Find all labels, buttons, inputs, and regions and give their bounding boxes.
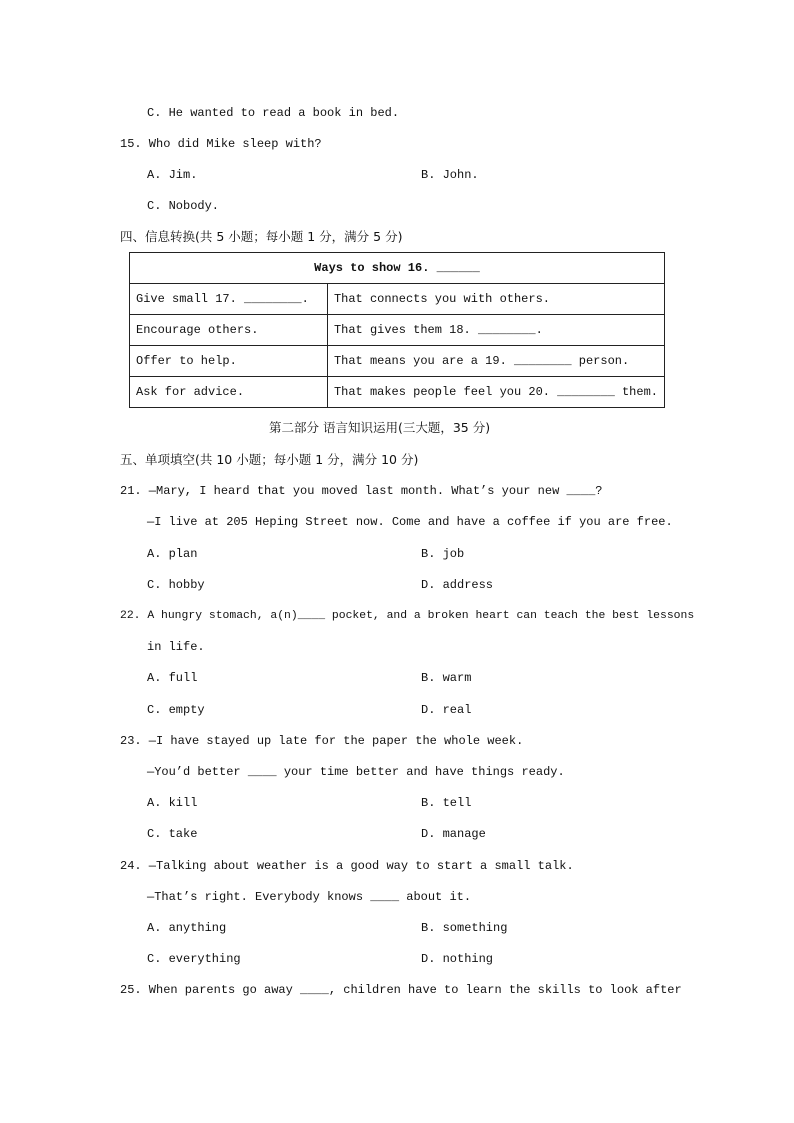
q15-option-a: A. Jim. <box>147 168 198 182</box>
table-cell-left: Ask for advice. <box>130 377 328 408</box>
q21-option-d: D. address <box>421 578 494 592</box>
q23-option-b: B. tell <box>421 796 472 810</box>
q24-line2: —That’s right. Everybody knows ____ about it. <box>147 890 472 904</box>
table-cell-right: That makes people feel you 20. ________ them. <box>327 377 664 408</box>
q21-line2: —I live at 205 Heping Street now. Come and have a coffee if you are free. <box>147 515 673 529</box>
q21-line1: 21. —Mary, I heard that you moved last month. What’s your new ____? <box>120 484 603 498</box>
q15-option-c: C. Nobody. <box>147 199 220 213</box>
q15-option-b: B. John. <box>421 168 479 182</box>
q24-option-c: C. everything <box>147 952 241 966</box>
q21-option-b: B. job <box>421 547 465 561</box>
table-header: Ways to show 16. ______ <box>130 253 665 284</box>
q21-option-c: C. hobby <box>147 578 205 592</box>
q21-option-a: A. plan <box>147 547 198 561</box>
table-cell-right: That gives them 18. ________. <box>327 315 664 346</box>
table-header-row <box>130 253 665 284</box>
q24-option-a: A. anything <box>147 921 227 935</box>
table-cell-right: That means you are a 19. ________ person. <box>327 346 664 377</box>
table-row <box>130 284 665 315</box>
q22-line1: 22. A hungry stomach, a(n)____ pocket, and a broken heart can teach the best lessons <box>120 610 695 622</box>
q23-option-d: D. manage <box>421 827 486 841</box>
q23-option-c: C. take <box>147 827 198 841</box>
q23-option-a: A. kill <box>147 796 198 810</box>
info-table <box>129 252 665 408</box>
q14-option-c: C. He wanted to read a book in bed. <box>147 106 400 120</box>
part2-title: 第二部分 语言知识运用(三大题，35 分) <box>269 420 491 435</box>
q22-option-c: C. empty <box>147 703 205 717</box>
table-row <box>130 377 665 408</box>
table-cell-left: Give small 17. ________. <box>130 284 328 315</box>
q22-option-b: B. warm <box>421 671 472 685</box>
table-row <box>130 315 665 346</box>
section4-heading: 四、信息转换(共 5 小题；每小题 1 分，满分 5 分) <box>120 229 403 244</box>
table-cell-right: That connects you with others. <box>327 284 664 315</box>
q23-line2: —You’d better ____ your time better and have things ready. <box>147 765 565 779</box>
q23-line1: 23. —I have stayed up late for the paper the whole week. <box>120 734 524 748</box>
q24-option-b: B. something <box>421 921 508 935</box>
table-cell-left: Offer to help. <box>130 346 328 377</box>
q25-line1: 25. When parents go away ____, children have to learn the skills to look after <box>120 983 682 997</box>
section5-heading: 五、单项填空(共 10 小题；每小题 1 分，满分 10 分) <box>120 452 419 467</box>
q22-option-a: A. full <box>147 671 198 685</box>
q15-stem: 15. Who did Mike sleep with? <box>120 137 322 151</box>
q24-option-d: D. nothing <box>421 952 494 966</box>
q22-option-d: D. real <box>421 703 472 717</box>
table-row <box>130 346 665 377</box>
table-cell-left: Encourage others. <box>130 315 328 346</box>
q22-line2: in life. <box>147 640 205 654</box>
q24-line1: 24. —Talking about weather is a good way to start a small talk. <box>120 859 574 873</box>
